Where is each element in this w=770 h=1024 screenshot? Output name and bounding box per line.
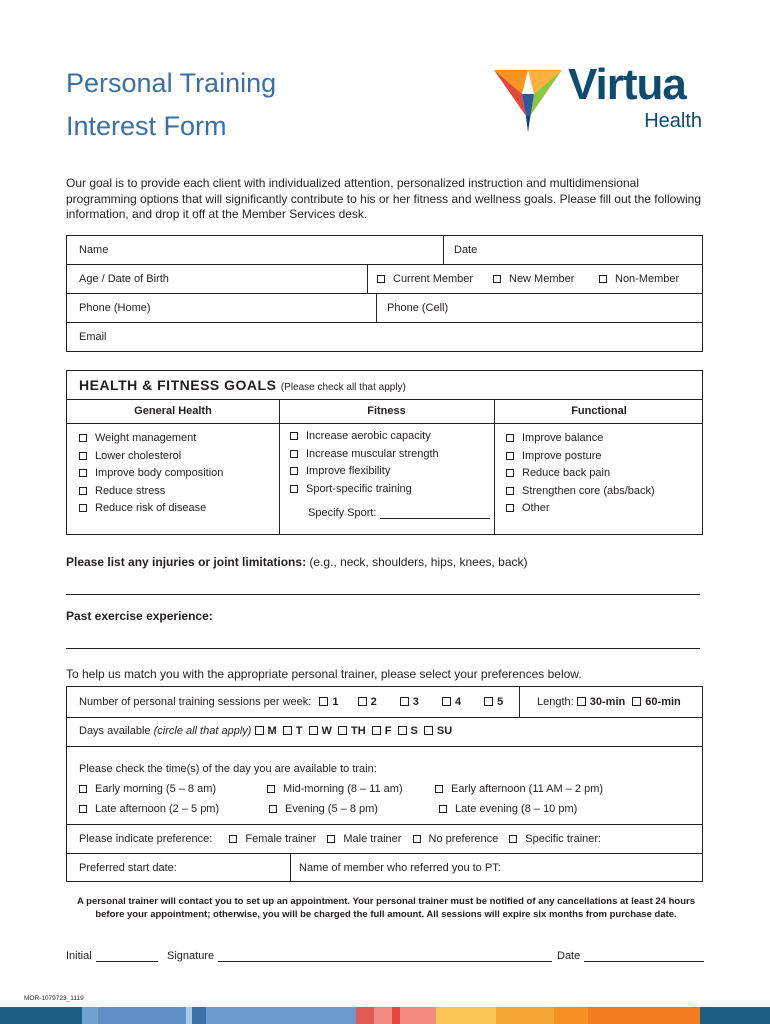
day-option-label: F [384,725,392,737]
fitness-list [290,430,439,500]
time-option[interactable] [269,803,378,815]
fitness-header: Fitness [367,405,406,417]
general-health-header: General Health [134,405,212,417]
logo-subtitle: Health [644,110,702,132]
goal-checkbox-item[interactable] [79,485,223,503]
functional-header: Functional [571,405,627,417]
goal-label: Other [522,502,550,514]
time-option-label: Early afternoon (11 AM – 2 pm) [451,783,604,795]
current-member-checkbox[interactable] [377,273,473,285]
session-option[interactable] [400,696,419,708]
session-option-label: 5 [497,696,504,708]
checkbox-icon [290,450,298,458]
functional-list [506,432,655,520]
checkbox-icon [319,697,328,706]
preferences-box [66,686,703,882]
signature-field[interactable] [167,950,552,962]
checkbox-icon [577,697,586,706]
time-option-label: Mid-morning (8 – 11 am) [283,783,403,795]
preferences-intro: To help us match you with the appropriate personal trainer, please select your preferences below. [66,667,582,681]
virtua-health-logo [492,60,706,138]
day-option[interactable] [338,725,366,737]
age-dob-field[interactable]: Age / Date of Birth [79,273,169,285]
checkbox-icon [290,485,298,493]
days-label: Days available [79,725,151,737]
phone-home-field[interactable]: Phone (Home) [79,302,151,314]
goal-checkbox-item[interactable] [506,432,655,450]
day-option-label: TH [350,725,366,737]
time-option-label: Late evening (8 – 10 pm) [455,803,578,815]
checkbox-icon [79,487,87,495]
checkbox-icon [255,726,264,735]
day-option-label: W [321,725,332,737]
length-label: Length: [537,696,574,708]
day-option[interactable] [398,725,418,737]
specify-sport-label: Specify Sport: [308,507,377,519]
length-option[interactable] [577,696,625,708]
checkbox-icon [290,432,298,440]
goal-label: Improve posture [522,449,602,462]
trainer-option[interactable] [509,833,601,845]
sessions-per-week-row [79,696,503,708]
checkbox-icon [79,504,87,512]
date-field[interactable]: Date [454,244,478,256]
past-exercise-answer-line[interactable] [66,648,700,649]
intro-paragraph: Our goal is to provide each client with individualized attention, personalized instruction and multidimensional programming options that will significantly contribute to his or her fitness and wellness goals. Please fill out the following information, and drop it off at the Member Services desk. [66,176,701,221]
new-member-checkbox[interactable] [493,273,574,285]
length-option-label: 30-min [589,696,626,708]
checkbox-icon [338,726,347,735]
day-option[interactable] [309,725,332,737]
injuries-question [66,555,528,569]
footer-color-stripe [0,1007,770,1024]
checkbox-icon [424,726,433,735]
checkbox-icon [79,805,87,813]
time-option-label: Late afternoon (2 – 5 pm) [95,803,220,815]
session-option-label: 4 [454,696,462,708]
day-option-label: SU [436,725,453,737]
sessions-label: Number of personal training sessions per week: [79,696,312,708]
goal-label: Lower cholesterol [95,449,182,462]
time-option-label: Evening (5 – 8 pm) [285,803,378,815]
goal-checkbox-item[interactable] [79,467,223,485]
specify-sport-field[interactable] [308,507,490,519]
time-option-label: Early morning (5 – 8 am) [95,783,217,795]
goal-checkbox-item[interactable] [506,450,655,468]
non-member-checkbox[interactable] [599,273,679,285]
cancellation-notice: A personal trainer will contact you to set up an appointment. Your personal trainer must be notified of any cancellations at least 24 hours before your appointment; otherwise, you will be charged the full amount. All sessions will expire six months from purchase date. [77,896,695,920]
checkbox-icon [398,726,407,735]
goal-label: Reduce risk of disease [95,502,207,514]
time-option[interactable] [79,783,216,795]
trainer-preference-row [79,833,601,845]
goal-label: Reduce stress [95,484,166,497]
name-field[interactable]: Name [79,244,109,256]
goal-checkbox-item[interactable] [79,450,223,468]
goal-label: Strengthen core (abs/back) [522,484,655,497]
goal-label: Increase aerobic capacity [306,430,431,442]
trainer-option-label: Female trainer [245,833,317,845]
checkbox-icon [599,275,607,283]
checkbox-icon [413,835,421,843]
checkbox-icon [79,434,87,442]
injuries-hint: (e.g., neck, shoulders, hips, knees, back) [309,555,528,569]
goals-heading-text: HEALTH & FITNESS GOALS [79,377,277,393]
goal-checkbox-item[interactable] [290,448,439,466]
injuries-label: Please list any injuries or joint limitations: [66,555,307,569]
checkbox-icon [79,452,87,460]
signature-date-field[interactable] [557,950,704,962]
form-title-line2: Interest Form [66,111,227,141]
non-member-label: Non-Member [615,273,680,285]
past-exercise-question [66,609,213,623]
day-option[interactable] [372,725,392,737]
goals-heading [79,377,406,393]
trainer-option-label: Male trainer [343,833,402,845]
goals-heading-note: (Please check all that apply) [280,382,406,393]
checkbox-icon [442,697,451,706]
checkbox-icon [358,697,367,706]
contact-info-box [66,235,703,352]
trainer-option[interactable] [413,833,499,845]
preferred-start-date-field[interactable]: Preferred start date: [79,862,177,874]
goal-label: Improve flexibility [306,465,391,477]
checkbox-icon [283,726,292,735]
time-option[interactable] [267,783,403,795]
health-fitness-goals-box [66,370,703,535]
day-option-label: T [295,725,303,737]
length-option[interactable] [632,696,680,708]
form-title [66,62,366,148]
goal-checkbox-item[interactable] [290,465,439,483]
checkbox-icon [509,835,517,843]
time-option[interactable] [439,803,577,815]
checkbox-icon [506,469,514,477]
checkbox-icon [290,467,298,475]
checkbox-icon [309,726,318,735]
session-option-label: 1 [332,696,339,708]
virtua-v-mark-icon [492,66,564,138]
logo-wordmark: Virtua [568,60,686,109]
goal-label: Sport-specific training [306,482,412,495]
day-option[interactable] [424,725,452,737]
form-title-line1: Personal Training [66,68,277,98]
trainer-option[interactable] [327,833,401,845]
checkbox-icon [506,434,514,442]
day-option-label: S [410,725,418,737]
times-label: Please check the time(s) of the day you are available to train: [79,763,377,775]
trainer-option[interactable] [229,833,316,845]
session-option[interactable] [319,696,338,708]
goal-label: Increase muscular strength [306,447,439,460]
checkbox-icon [435,785,443,793]
day-option-label: M [267,725,277,737]
goal-checkbox-item[interactable] [290,483,439,501]
signature-label: Signature [167,950,215,962]
initial-label: Initial [66,950,92,962]
checkbox-icon [327,835,335,843]
checkbox-icon [267,785,275,793]
goal-checkbox-item[interactable] [79,502,223,520]
checkbox-icon [372,726,381,735]
current-member-label: Current Member [393,273,474,285]
time-option[interactable] [435,783,603,795]
checkbox-icon [484,697,493,706]
checkbox-icon [506,452,514,460]
session-option[interactable] [358,696,377,708]
length-option-label: 60-min [645,696,681,708]
injuries-answer-line[interactable] [66,594,700,595]
checkbox-icon [269,805,277,813]
signature-date-label: Date [557,950,581,962]
time-option[interactable] [79,803,219,815]
trainer-option-label: No preference [428,833,499,845]
checkbox-icon [79,469,87,477]
checkbox-icon [400,697,409,706]
general-health-list [79,432,223,520]
checkbox-icon [506,487,514,495]
referred-by-field[interactable]: Name of member who referred you to PT: [299,862,501,874]
session-option[interactable] [484,696,503,708]
days-note: (circle all that apply) [153,725,252,737]
day-option[interactable] [283,725,303,737]
form-code: MOR-1079723_1119 [24,995,84,1002]
length-row [537,696,681,708]
trainer-preference-label: Please indicate preference: [79,833,213,845]
goal-checkbox-item[interactable] [290,430,439,448]
session-option-label: 2 [370,696,377,708]
session-option[interactable] [442,696,461,708]
goal-checkbox-item[interactable] [506,485,655,503]
goal-label: Reduce back pain [522,467,611,479]
phone-cell-field[interactable]: Phone (Cell) [387,302,449,314]
checkbox-icon [506,504,514,512]
goal-label: Weight management [95,432,197,444]
past-exercise-label: Past exercise experience: [66,609,213,623]
checkbox-icon [493,275,501,283]
goal-label: Improve body composition [95,467,224,479]
goal-checkbox-item[interactable] [506,467,655,485]
checkbox-icon [377,275,385,283]
days-available-row [79,725,452,737]
goal-checkbox-item[interactable] [506,502,655,520]
checkbox-icon [229,835,237,843]
day-option[interactable] [255,725,277,737]
session-option-label: 3 [412,696,419,708]
goal-label: Improve balance [522,432,604,444]
trainer-option-label: Specific trainer: [525,833,602,845]
checkbox-icon [79,785,87,793]
goal-checkbox-item[interactable] [79,432,223,450]
initial-field[interactable] [66,950,158,962]
checkbox-icon [632,697,641,706]
checkbox-icon [439,805,447,813]
email-field[interactable]: Email [79,331,107,343]
new-member-label: New Member [509,273,575,285]
